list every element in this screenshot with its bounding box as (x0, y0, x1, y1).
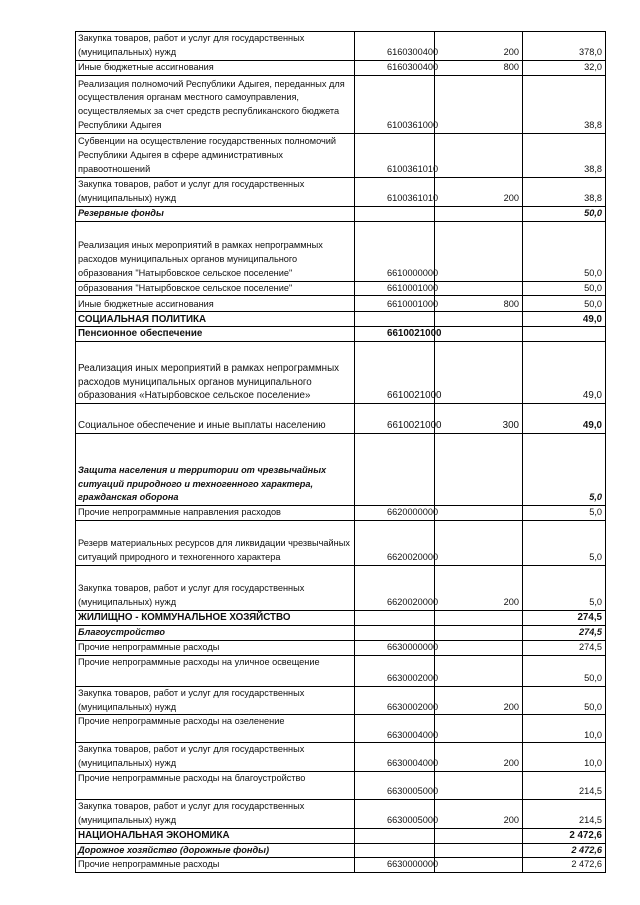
budget-table (75, 31, 606, 873)
row-amount-cell: 38,8 (523, 177, 606, 206)
table-row (76, 565, 606, 610)
row-name-cell: Реализация иных мероприятий в рамках непрограммных расходов муниципальных органов муниципального образования «Натырбовское сельское поселение» (76, 342, 355, 404)
table-row (76, 506, 606, 521)
row-amount-cell: 2 472,6 (523, 843, 606, 858)
row-name-cell: Иные бюджетные ассигнования (76, 296, 355, 312)
table-row (76, 342, 606, 404)
row-type-cell: 200 (435, 799, 523, 828)
row-type-cell (435, 771, 523, 799)
row-code-cell: 6630002000 (355, 686, 435, 715)
row-amount-cell: 274,5 (523, 625, 606, 640)
row-type-cell: 200 (435, 32, 523, 61)
table-row (76, 610, 606, 625)
table-row (76, 221, 606, 281)
table-row (76, 640, 606, 655)
row-code-cell (355, 312, 435, 327)
table-row (76, 75, 606, 133)
row-name-cell: Прочие непрограммные расходы (76, 858, 355, 873)
row-amount-cell: 214,5 (523, 799, 606, 828)
row-type-cell (435, 640, 523, 655)
row-code-cell: 6100361000 (355, 75, 435, 133)
row-name-cell: Пенсионное обеспечение (76, 327, 355, 342)
row-type-cell (435, 858, 523, 873)
row-code-cell: 6630002000 (355, 655, 435, 686)
row-type-cell: 200 (435, 686, 523, 715)
table-row (76, 312, 606, 327)
row-type-cell (435, 655, 523, 686)
row-type-cell (435, 221, 523, 281)
row-amount-cell: 5,0 (523, 506, 606, 521)
row-name-cell: Прочие непрограммные направления расходов (76, 506, 355, 521)
row-code-cell: 6610001000 (355, 296, 435, 312)
row-name-cell: ЖИЛИЩНО - КОММУНАЛЬНОЕ ХОЗЯЙСТВО (76, 610, 355, 625)
row-code-cell: 6630000000 (355, 858, 435, 873)
row-code-cell: 6100361010 (355, 177, 435, 206)
row-name-cell: Благоустройство (76, 625, 355, 640)
row-name-cell: Прочие непрограммные расходы на благоустройство (76, 771, 355, 799)
budget-page (75, 31, 605, 873)
table-row (76, 206, 606, 221)
table-row (76, 520, 606, 565)
row-type-cell (435, 506, 523, 521)
row-code-cell: 6630000000 (355, 640, 435, 655)
row-code-cell: 6630004000 (355, 715, 435, 743)
row-type-cell: 200 (435, 565, 523, 610)
row-type-cell (435, 312, 523, 327)
row-code-cell: 6630005000 (355, 799, 435, 828)
row-amount-cell: 50,0 (523, 655, 606, 686)
row-code-cell: 6630005000 (355, 771, 435, 799)
table-row (76, 743, 606, 772)
row-amount-cell: 49,0 (523, 342, 606, 404)
row-code-cell (355, 625, 435, 640)
row-amount-cell: 214,5 (523, 771, 606, 799)
row-name-cell: Резерв материальных ресурсов для ликвидации чрезвычайных ситуаций природного и техногенного характера (76, 520, 355, 565)
table-row (76, 133, 606, 177)
table-row (76, 799, 606, 828)
row-amount-cell: 49,0 (523, 404, 606, 434)
row-name-cell: Закупка товаров, работ и услуг для государственных (муниципальных) нужд (76, 743, 355, 772)
row-code-cell: 6630004000 (355, 743, 435, 772)
table-row (76, 434, 606, 506)
table-row (76, 858, 606, 873)
row-type-cell: 800 (435, 296, 523, 312)
row-name-cell: Прочие непрограммные расходы на уличное освещение (76, 655, 355, 686)
row-amount-cell: 10,0 (523, 715, 606, 743)
row-amount-cell: 5,0 (523, 520, 606, 565)
row-name-cell: Прочие непрограммные расходы (76, 640, 355, 655)
row-amount-cell: 2 472,6 (523, 828, 606, 843)
row-type-cell (435, 828, 523, 843)
row-type-cell (435, 520, 523, 565)
row-name-cell: Субвенции на осуществление государственных полномочий Республики Адыгея в сфере административных правоотношений (76, 133, 355, 177)
table-row (76, 686, 606, 715)
budget-table-body (76, 32, 606, 873)
row-amount-cell: 50,0 (523, 281, 606, 296)
row-amount-cell: 50,0 (523, 686, 606, 715)
row-code-cell (355, 843, 435, 858)
row-type-cell (435, 281, 523, 296)
table-row (76, 327, 606, 342)
table-row (76, 296, 606, 312)
row-type-cell: 200 (435, 743, 523, 772)
row-name-cell: Закупка товаров, работ и услуг для государственных (муниципальных) нужд (76, 32, 355, 61)
row-type-cell (435, 625, 523, 640)
row-code-cell: 6160300400 (355, 32, 435, 61)
row-amount-cell: 5,0 (523, 565, 606, 610)
row-amount-cell: 274,5 (523, 640, 606, 655)
row-code-cell: 6610001000 (355, 281, 435, 296)
row-type-cell (435, 342, 523, 404)
row-code-cell: 6100361010 (355, 133, 435, 177)
row-amount-cell: 274,5 (523, 610, 606, 625)
row-name-cell: Защита населения и территории от чрезвычайных ситуаций природного и техногенного характера, гражданская оборона (76, 434, 355, 506)
table-row (76, 828, 606, 843)
row-code-cell: 6610021000 (355, 342, 435, 404)
row-name-cell: СОЦИАЛЬНАЯ ПОЛИТИКА (76, 312, 355, 327)
row-code-cell: 6160300400 (355, 61, 435, 76)
row-amount-cell: 50,0 (523, 221, 606, 281)
row-amount-cell: 10,0 (523, 743, 606, 772)
row-name-cell: Прочие непрограммные расходы на озеленение (76, 715, 355, 743)
row-code-cell: 6610021000 (355, 327, 435, 342)
row-amount-cell: 50,0 (523, 206, 606, 221)
row-type-cell (435, 206, 523, 221)
row-amount-cell: 50,0 (523, 296, 606, 312)
row-code-cell (355, 828, 435, 843)
row-amount-cell: 38,8 (523, 75, 606, 133)
row-code-cell: 6610021000 (355, 404, 435, 434)
row-name-cell: НАЦИОНАЛЬНАЯ ЭКОНОМИКА (76, 828, 355, 843)
row-name-cell: Реализация иных мероприятий в рамках непрограммных расходов муниципальных органов муниципального образования "Натырбовское сельское поселение" (76, 221, 355, 281)
table-row (76, 404, 606, 434)
row-code-cell (355, 434, 435, 506)
row-amount-cell: 5,0 (523, 434, 606, 506)
table-row (76, 655, 606, 686)
row-name-cell: Резервные фонды (76, 206, 355, 221)
row-amount-cell: 38,8 (523, 133, 606, 177)
row-type-cell (435, 327, 523, 342)
row-amount-cell: 32,0 (523, 61, 606, 76)
table-row (76, 281, 606, 296)
table-row (76, 177, 606, 206)
row-type-cell (435, 610, 523, 625)
row-name-cell: Дорожное хозяйство (дорожные фонды) (76, 843, 355, 858)
table-row (76, 61, 606, 76)
table-row (76, 843, 606, 858)
row-name-cell: Иные бюджетные ассигнования (76, 61, 355, 76)
table-row (76, 771, 606, 799)
table-row (76, 625, 606, 640)
row-type-cell (435, 843, 523, 858)
row-type-cell: 200 (435, 177, 523, 206)
row-amount-cell (523, 327, 606, 342)
row-name-cell: Закупка товаров, работ и услуг для государственных (муниципальных) нужд (76, 177, 355, 206)
row-type-cell (435, 434, 523, 506)
row-code-cell: 6620020000 (355, 520, 435, 565)
row-code-cell (355, 206, 435, 221)
row-name-cell: образования "Натырбовское сельское поселение" (76, 281, 355, 296)
row-type-cell: 800 (435, 61, 523, 76)
row-amount-cell: 378,0 (523, 32, 606, 61)
row-type-cell (435, 133, 523, 177)
row-type-cell (435, 715, 523, 743)
table-row (76, 715, 606, 743)
row-name-cell: Закупка товаров, работ и услуг для государственных (муниципальных) нужд (76, 565, 355, 610)
row-type-cell: 300 (435, 404, 523, 434)
row-code-cell: 6610000000 (355, 221, 435, 281)
table-row (76, 32, 606, 61)
row-name-cell: Закупка товаров, работ и услуг для государственных (муниципальных) нужд (76, 686, 355, 715)
row-type-cell (435, 75, 523, 133)
row-name-cell: Реализация полномочий Республики Адыгея, переданных для осуществления органам местного самоуправления, осуществляемых за счет средств республиканского бюджета Республики Адыгея (76, 75, 355, 133)
row-code-cell (355, 610, 435, 625)
row-amount-cell: 49,0 (523, 312, 606, 327)
row-code-cell: 6620020000 (355, 565, 435, 610)
row-name-cell: Закупка товаров, работ и услуг для государственных (муниципальных) нужд (76, 799, 355, 828)
row-code-cell: 6620000000 (355, 506, 435, 521)
row-amount-cell: 2 472,6 (523, 858, 606, 873)
row-name-cell: Социальное обеспечение и иные выплаты населению (76, 404, 355, 434)
